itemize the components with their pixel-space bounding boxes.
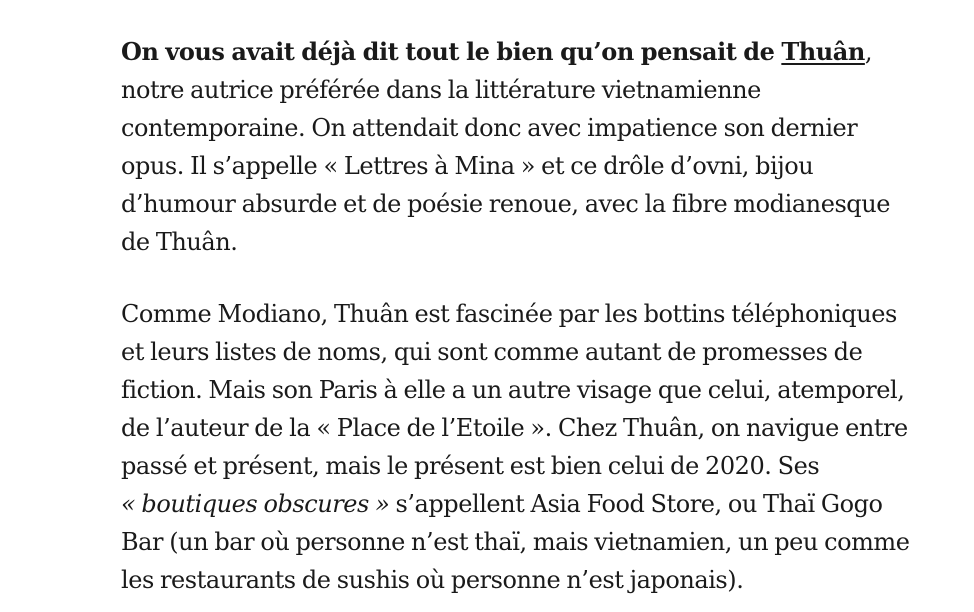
quote-continuation: s’appellent Asia Food Store, ou Thaï Gogo <box>389 490 883 518</box>
paragraph-line <box>121 33 974 71</box>
paragraph-line: de l’auteur de la « Place de l’Etoile ». Chez Thuân, on navigue entre <box>121 414 908 442</box>
paragraph-line: Comme Modiano, Thuân est fascinée par les bottins téléphoniques <box>121 300 897 328</box>
paragraph-line: opus. Il s’appelle « Lettres à Mina » et ce drôle d’ovni, bijou <box>121 152 814 180</box>
paragraph-line: fiction. Mais son Paris à elle a un autre visage que celui, atemporel, <box>121 376 905 404</box>
paragraph-line: de Thuân. <box>121 228 238 256</box>
author-link[interactable]: Thuân <box>781 37 865 66</box>
italic-quote: « boutiques obscures » <box>121 490 390 518</box>
paragraph-line: Bar (un bar où personne n’est thaï, mais vietnamien, un peu comme <box>121 528 910 556</box>
paragraph-line: et leurs listes de noms, qui sont comme autant de promesses de <box>121 338 863 366</box>
lead-text: On vous avait déjà dit tout le bien qu’on pensait de <box>121 37 782 66</box>
paragraph-line: d’humour absurde et de poésie renoue, avec la fibre modianesque <box>121 190 890 218</box>
article-body <box>121 33 974 599</box>
paragraph-intro <box>121 33 974 261</box>
paragraph-line: les restaurants de sushis où personne n’est japonais). <box>121 566 744 594</box>
paragraph-line <box>121 485 974 523</box>
paragraph-modiano <box>121 295 974 599</box>
paragraph-line: notre autrice préférée dans la littérature vietnamienne <box>121 76 761 104</box>
paragraph-line: passé et présent, mais le présent est bien celui de 2020. Ses <box>121 452 820 480</box>
paragraph-line: contemporaine. On attendait donc avec impatience son dernier <box>121 114 858 142</box>
lead-comma: , <box>864 38 873 66</box>
